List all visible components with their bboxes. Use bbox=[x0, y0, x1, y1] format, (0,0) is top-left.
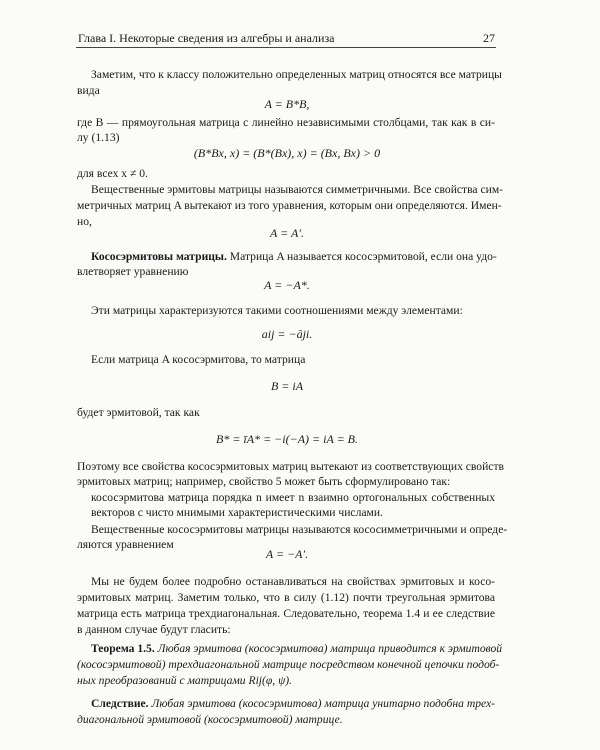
paragraph-line: в данном случае будут гласить: bbox=[77, 623, 231, 636]
paragraph-line: Заметим, что к классу положительно определенных матриц относятся все матрицы bbox=[91, 68, 502, 81]
formula: B* = īA* = −i(−A) = iA = B. bbox=[215, 432, 358, 446]
paragraph-line: матрица есть матрица трехдиагональная. Следовательно, теорема 1.4 и ее следствие bbox=[77, 607, 495, 620]
paragraph-line: где B — прямоугольная матрица с линейно независимыми столбцами, так как в си- bbox=[77, 116, 495, 129]
corollary-line: диагональной эрмитовой (кососэрмитовой) матрице. bbox=[77, 713, 343, 726]
paragraph-line: Вещественные эрмитовы матрицы называются симметричными. Все свойства сим- bbox=[91, 183, 504, 196]
formula: B = iA bbox=[270, 379, 304, 393]
paragraph-line bbox=[77, 249, 495, 265]
corollary-text: Любая эрмитова (кососэрмитова) матрица унитарно подобна трех- bbox=[151, 697, 495, 710]
paragraph-line: Поэтому все свойства кососэрмитовых матриц вытекают из соответствующих свойств bbox=[77, 460, 504, 473]
theorem-line: ных преобразований с матрицами Rij(φ, ψ). bbox=[77, 674, 293, 687]
page-number: 27 bbox=[483, 31, 495, 45]
section-heading: Кососэрмитовы матрицы. bbox=[91, 250, 227, 263]
theorem-line: (кососэрмитовой) трехдиагональной матрице посредством конечной цепочки подоб- bbox=[77, 658, 500, 671]
theorem-text: Любая эрмитова (кососэрмитова) матрица приводится к эрмитовой bbox=[157, 642, 503, 655]
paragraph-line: ляются уравнением bbox=[77, 538, 174, 551]
paragraph-line: эрмитовых матриц. Заметим только, что в силу (1.12) почти треугольная эрмитова bbox=[77, 591, 495, 604]
paragraph-line: для всех x ≠ 0. bbox=[77, 167, 148, 180]
corollary-line bbox=[77, 696, 495, 712]
paragraph-line: Если матрица A кососэрмитова, то матрица bbox=[91, 353, 306, 366]
paragraph-text: Матрица A называется кососэрмитовой, если она удо- bbox=[229, 250, 497, 263]
paragraph-line: эрмитовых матриц; например, свойство 5 может быть сформулировано так: bbox=[77, 475, 451, 488]
paragraph-line: Эти матрицы характеризуются такими соотношениями между элементами: bbox=[91, 304, 463, 317]
paragraph-line: метричных матриц A вытекают из того уравнения, которым они определяются. Имен- bbox=[77, 199, 502, 212]
formula: A = B*B, bbox=[264, 97, 310, 111]
paragraph-line: но, bbox=[77, 215, 92, 228]
theorem-line bbox=[77, 641, 503, 657]
paragraph-line: вида bbox=[77, 84, 100, 97]
paragraph-line: Вещественные кососэрмитовы матрицы называются кососимметричными и опреде- bbox=[91, 523, 508, 536]
paragraph-line: векторов с чисто мнимыми характеристическими числами. bbox=[91, 506, 383, 519]
header-rule bbox=[76, 47, 496, 48]
running-header-chapter: Глава I. Некоторые сведения из алгебры и анализа bbox=[78, 31, 335, 45]
formula: A = A′. bbox=[270, 226, 304, 240]
formula: A = −A′. bbox=[265, 547, 309, 561]
formula: A = −A*. bbox=[264, 278, 310, 292]
paragraph-line: влетворяет уравнению bbox=[77, 265, 189, 278]
paragraph-line: лу (1.13) bbox=[77, 131, 120, 144]
paragraph-line: будет эрмитовой, так как bbox=[77, 406, 200, 419]
corollary-label: Следствие. bbox=[91, 697, 149, 710]
paragraph-line: кососэрмитова матрица порядка n имеет n взаимно ортогональных собственных bbox=[91, 491, 495, 504]
theorem-label: Теорема 1.5. bbox=[91, 642, 155, 655]
paragraph-line: Мы не будем более подробно останавливаться на свойствах эрмитовых и косо- bbox=[91, 575, 495, 588]
formula: (B*Bx, x) = (B*(Bx), x) = (Bx, Bx) > 0 bbox=[193, 146, 381, 160]
formula: aij = −āji. bbox=[261, 327, 313, 341]
